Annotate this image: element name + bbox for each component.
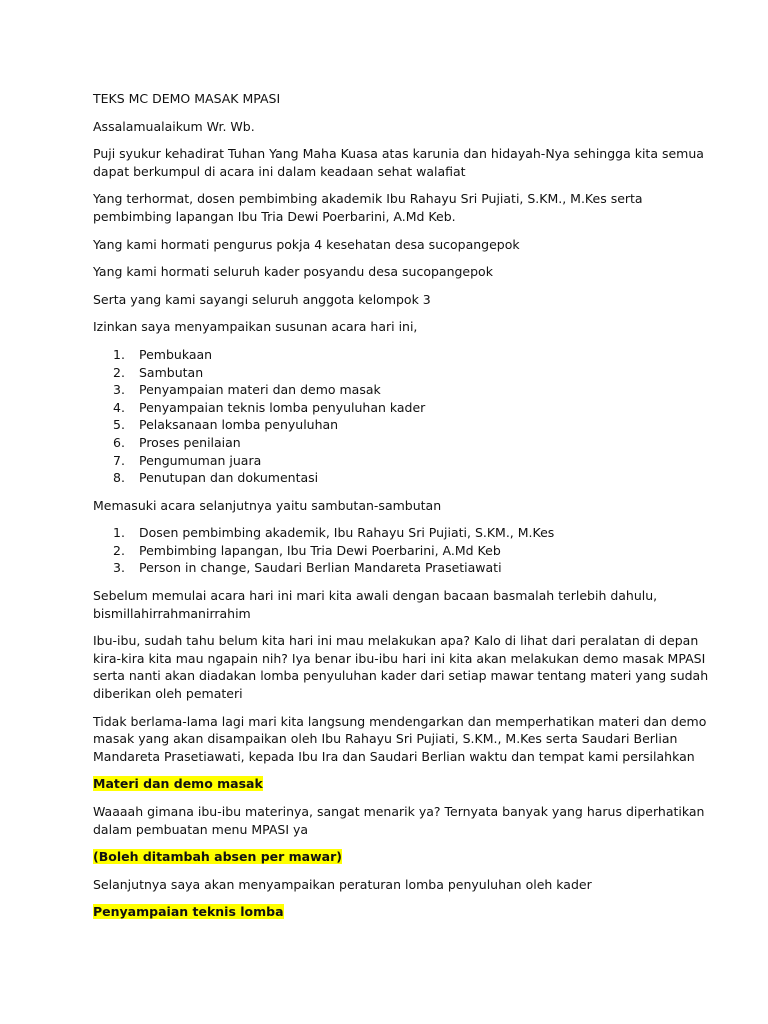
list-text: Penutupan dan dokumentasi [139, 470, 319, 486]
document-page [93, 90, 709, 931]
paragraph-ibu-ibu [93, 632, 709, 702]
paragraph-line: pembimbing lapangan Ibu Tria Dewi Poerbarini, A.Md Keb. [93, 208, 456, 224]
list-number: 2. [113, 364, 125, 380]
paragraph-line: Tidak berlama-lama lagi mari kita langsung mendengarkan dan memperhatikan materi dan demo [93, 713, 707, 729]
paragraph-line: diberikan oleh pemateri [93, 686, 243, 702]
list-number: 3. [113, 560, 125, 576]
paragraph-sayangi: Serta yang kami sayangi seluruh anggota kelompok 3 [93, 291, 431, 307]
list-text: Pelaksanaan lomba penyuluhan [139, 417, 339, 433]
paragraph-line: dapat berkumpul di acara ini dalam keadaan sehat walafiat [93, 163, 466, 179]
list-number: 6. [113, 434, 125, 450]
paragraph-memasuki: Memasuki acara selanjutnya yaitu sambutan-sambutan [93, 497, 442, 513]
highlight-materi-wrap [93, 775, 693, 793]
list-item [93, 559, 693, 577]
paragraph-line: dalam pembuatan menu MPASI ya [93, 821, 309, 837]
paragraph-line: kira-kira kita mau ngapain nih? Iya benar ibu-ibu hari ini kita akan melakukan demo masak MPASI [93, 650, 706, 666]
list-item [93, 452, 693, 470]
paragraph-waaah [93, 803, 705, 838]
paragraph-hormat-kader: Yang kami hormati seluruh kader posyandu desa sucopangepok [93, 264, 493, 280]
list-number: 8. [113, 470, 125, 486]
list-item [93, 416, 693, 434]
list-number: 1. [113, 346, 125, 362]
list-text: Penyampaian materi dan demo masak [139, 382, 381, 398]
paragraph-syukur [93, 145, 704, 180]
list-item [93, 524, 693, 542]
list-item [93, 399, 693, 417]
list-text: Sambutan [139, 364, 204, 380]
paragraph-sebelum [93, 587, 693, 622]
list-number: 4. [113, 399, 125, 415]
list-text: Pembukaan [139, 346, 213, 362]
greeting: Assalamualaikum Wr. Wb. [93, 118, 255, 134]
paragraph-selanjutnya: Selanjutnya saya akan menyampaikan peraturan lomba penyuluhan oleh kader [93, 876, 592, 892]
list-item [93, 434, 693, 452]
paragraph-line: Waaaah gimana ibu-ibu materinya, sangat menarik ya? Ternyata banyak yang harus diperhatikan [93, 804, 705, 819]
paragraph-hormat-dosen [93, 190, 693, 225]
paragraph-line: Puji syukur kehadirat Tuhan Yang Maha Kuasa atas karunia dan hidayah-Nya sehingga kita semua [93, 146, 704, 162]
highlight-materi: Materi dan demo masak [93, 776, 263, 792]
agenda-list [93, 346, 693, 487]
paragraph-izinkan: Izinkan saya menyampaikan susunan acara hari ini, [93, 319, 418, 335]
list-text: Person in change, Saudari Berlian Mandareta Prasetiawati [139, 560, 502, 576]
list-text: Penyampaian teknis lomba penyuluhan kader [139, 399, 426, 415]
list-text: Pengumuman juara [139, 452, 262, 468]
paragraph-tidak-berlama [93, 713, 707, 766]
paragraph-line: Mandareta Prasetiawati, kepada Ibu Ira dan Saudari Berlian waktu dan tempat kami persilahkan [93, 748, 695, 764]
paragraph-line: Sebelum memulai acara hari ini mari kita awali dengan bacaan basmalah terlebih dahulu, [93, 588, 658, 604]
list-item [93, 381, 693, 399]
paragraph-line: serta nanti akan diadakan lomba penyuluhan kader dari setiap mawar tentang materi yang sudah [93, 668, 709, 684]
paragraph-line: Ibu-ibu, sudah tahu belum kita hari ini mau melakukan apa? Kalo di lihat dari peralatan di depan [93, 633, 699, 649]
list-item [93, 469, 693, 487]
list-number: 7. [113, 452, 125, 468]
paragraph-hormat-pokja: Yang kami hormati pengurus pokja 4 kesehatan desa sucopangepok [93, 236, 520, 252]
highlight-absen-wrap [93, 848, 693, 866]
paragraph-line: masak yang akan disampaikan oleh Ibu Rahayu Sri Pujiati, S.KM., M.Kes serta Saudari Berlian [93, 731, 678, 747]
list-text: Dosen pembimbing akademik, Ibu Rahayu Sri Pujiati, S.KM., M.Kes [139, 525, 555, 541]
sambutan-list [93, 524, 693, 577]
highlight-teknis-wrap [93, 903, 693, 921]
highlight-teknis: Penyampaian teknis lomba [93, 904, 284, 920]
list-item [93, 346, 693, 364]
list-item [93, 364, 693, 382]
list-number: 1. [113, 525, 125, 541]
list-item [93, 542, 693, 560]
list-text: Proses penilaian [139, 434, 241, 450]
paragraph-line: bismillahirrahmanirrahim [93, 605, 251, 621]
paragraph-line: Yang terhormat, dosen pembimbing akademik Ibu Rahayu Sri Pujiati, S.KM., M.Kes serta [93, 191, 643, 207]
list-number: 3. [113, 382, 125, 398]
highlight-absen: (Boleh ditambah absen per mawar) [93, 849, 342, 865]
list-number: 2. [113, 542, 125, 558]
list-text: Pembimbing lapangan, Ibu Tria Dewi Poerbarini, A.Md Keb [139, 542, 501, 558]
list-number: 5. [113, 417, 125, 433]
document-title: TEKS MC DEMO MASAK MPASI [93, 91, 281, 106]
